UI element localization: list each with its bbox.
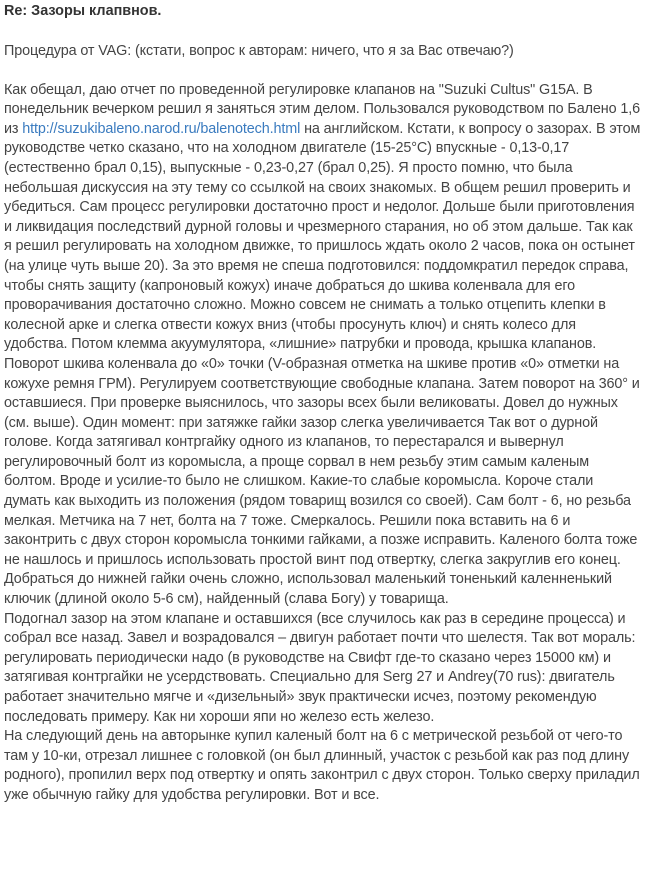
balenotech-link[interactable]: http://suzukibaleno.narod.ru/balenotech.html [22, 120, 301, 137]
post-intro: Процедура от VAG: (кстати, вопрос к авторам: ничего, что я за Вас отвечаю?) [4, 43, 514, 59]
paragraph-1-text-end: на английском. Кстати, к вопросу о зазорах. В этом руководстве четко сказано, что на холодном двигателе (15-25°С) впускные - 0,13-0,17 (естественно брал 0,15), выпускные - 0,23-0,27 (брал 0,25). Я просто помню, что была небольшая дискуссия на эту тему со ссылкой на своих знакомых. В общем решил проверить и убедиться. Сам процесс регулировки достаточно прост и недолог. Дольше были приготовления и ликвидация последствий дурной головы и чрезмерного старания, но об этом дальше. Так как я решил регулировать на холодном движке, то пришлось ждать около 2 часов, пока он остынет (на улице чуть выше 20). За это время не спеша подготовился: поддомкратил передок справа, чтобы снять защиту (капроновый кожух) иначе добраться до шкива коленвала для его проворачивания достаточно сложно. Можно совсем не снимать а только отцепить клепки в колесной арке и слегка отвести кожух вниз (чтобы просунуть ключ) и снять колесо для удобства. Потом клемма акуумулятора, «лишние» патрубки и провода, крышка клапанов. Поворот шкива коленвала до «0» точки (V-образная отметка на шкиве против «0» отметки на кожухе ремня ГРМ). Регулируем соответствующие свободные клапана. Затем поворот на 360° и оставшиеся. При проверке выяснилось, что зазоры всех были великоваты. Довел до нужных (см. выше). Один момент: при затяжке гайки зазор слегка увеличивается Так вот о дурной голове. Когда затягивал контргайку одного из клапанов, то перестарался и вывернул регулировочный болт из коромысла, а проще сорвал в нем резьбу этим самым каленым болтом. Вроде и усилие-то было не слишком. Какие-то слабые коромысла. Короче стали думать как выходить из положения (рядом товарищ возился со своей). Сам болт - 6, но резьба мелкая. Метчика на 7 нет, болта на 7 тоже. Смеркалось. Решили пока вставить на 6 и законтрить с двух сторон коромысла тонкими гайками, а позже исправить. Каленого болта тоже не нашлось и пришлось использовать простой винт под отвертку, слегка закруглив его конец. Добраться до нижней гайки очень сложно, использовал маленький тоненький каленненький ключик (длиной около 5-6 см), найденный (слава Богу) у товарища. [4, 120, 641, 608]
paragraph-1-text-start: Как обещал, даю отчет по проведенной регулировке клапанов на "Suzuki Cultus" G15A. В понедельник вечерком решил я заняться этим делом. Пользовался руководством по Балено 1,6 из [4, 81, 641, 137]
post-paragraph-1 [4, 81, 642, 610]
post-paragraph-3: На следующий день на авторынке купил каленый болт на 6 с метрической резьбой от чего-то там у 10-ки, отрезал лишнее с головкой (он был длинный, участок с резьбой как раз под длину родного), пропилил верх под отвертку и опять законтрил с двух сторон. Только сверху приладил уже обычную гайку для удобства регулировки. Вот и все. [4, 728, 640, 803]
post-title: Re: Зазоры клапвнов. [4, 3, 162, 19]
post-body [4, 42, 642, 806]
paragraph-gap [4, 62, 642, 81]
post-paragraph-2: Подогнал зазор на этом клапане и оставшихся (все случилось как раз в середине процесса) и собрал все назад. Завел и возрадовался – двигун работает почти что шелестя. Так вот мораль: регулировать периодически надо (в руководстве на Свифт где-то сказано через 15000 км) и затягивая контргайки не усердствовать. Специально для Serg 27 и Andrey(70 rus): двигатель работает значительно мягче и «дизельный» звук практически исчез, поэтому рекомендую последовать примеру. Как ни хороши япи но железо есть железо. [4, 610, 636, 725]
